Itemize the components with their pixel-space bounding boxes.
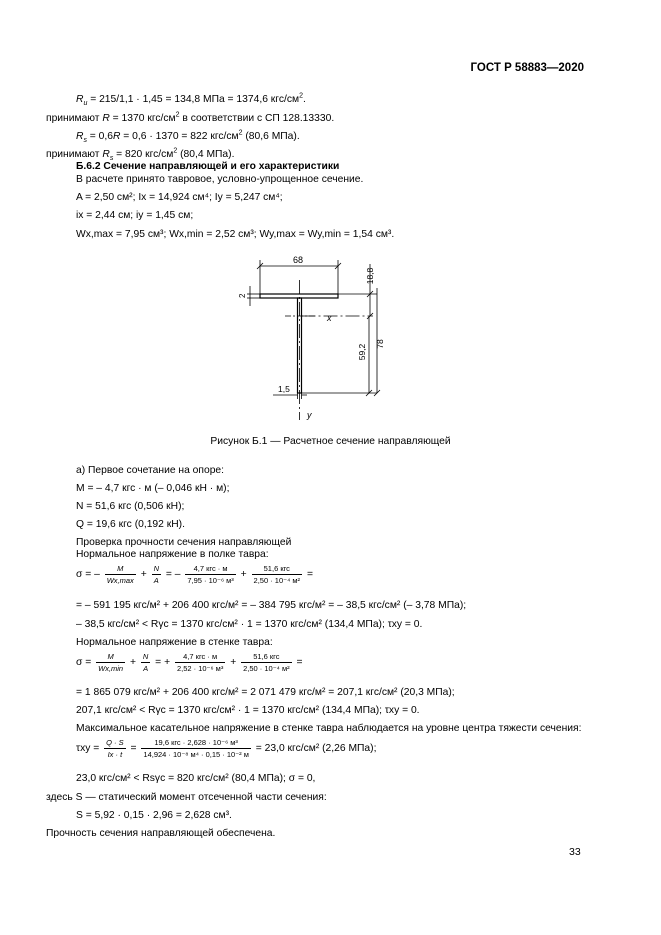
web-stress-compare: 207,1 кгс/см² < Rγc = 1370 кгс/см² · 1 = 1370 кгс/см² (134,4 МПа); τxy = 0. <box>76 705 420 716</box>
geometry-line-2: ix = 2,44 см; iy = 1,45 см; <box>76 210 194 221</box>
axis-x-label: x <box>327 313 332 323</box>
fraction-shear-values: $\frac{\text{19,6 кгс · 2,628 · 10⁻⁶ м³}}{\text{14,924 · 10⁻⁸ м⁴ · 0,15 · 10⁻² м}}$ <box>143 738 249 759</box>
static-moment-def: здесь S — статический момент отсеченной части сечения: <box>46 792 327 803</box>
moment-line: M = – 4,7 кгс · м (– 0,046 кН · м); <box>76 483 230 494</box>
axial-line: N = 51,6 кгс (0,506 кН); <box>76 501 185 512</box>
static-moment-value: S = 5,92 · 0,15 · 2,96 = 2,628 см³. <box>76 810 232 821</box>
fraction-n-a: $\frac{N}{A}$ <box>153 564 159 585</box>
fraction-n-a-2: $\frac{N}{A}$ <box>142 652 149 673</box>
check-heading: Проверка прочности сечения направляющей <box>76 537 292 548</box>
fraction-m-wxmin: $\frac{M}{Wx,\min}$ <box>98 652 124 673</box>
standard-header: ГОСТ Р 58883—2020 <box>470 62 584 74</box>
page-number: 33 <box>569 846 581 858</box>
section-intro: В расчете принято тавровое, условно-упрощенное сечение. <box>76 174 364 185</box>
figure-caption: Рисунок Б.1 — Расчетное сечение направляющей <box>210 436 451 447</box>
geometry-line-3: Wx,max = 7,95 см³; Wx,min = 2,52 см³; Wy,max = Wy,min = 1,54 см³. <box>76 229 395 240</box>
dim-height-label: 78 <box>375 339 385 349</box>
rs-formula-line: $R_s = 0,6R = 0,6 \cdot 1370 = 822$ кгс/$см^2$ (80,6 МПа). <box>76 129 300 145</box>
fraction-values-2: $\frac{\text{51,6 кгс}}{\text{2,50 · 10⁻⁴ м²}}$ <box>253 564 301 585</box>
section-heading: Б.6.2 Сечение направляющей и его характеристики <box>76 161 340 172</box>
dim-flange-label: 2 <box>238 293 247 298</box>
shear-force-line: Q = 19,6 кгс (0,192 кН). <box>76 519 185 530</box>
fraction-values-4: $\frac{\text{51,6 кгс}}{\text{2,50 · 10⁻⁴ м²}}$ <box>243 652 290 673</box>
shear-stress-formula: τxy = $\frac{Q \cdot S}{Ix \cdot t}$ = $\frac{\text{19,6 кгс · 2,628 · 10⁻⁶ м³}}{\text{14,924 · 10⁻⁸ м⁴ · 0,15 · 10⁻² м}}$ = 23,0 кгс/см² (2,26 МПа); <box>76 738 377 759</box>
fraction-values-1: $\frac{\text{4,7 кгс · м}}{\text{7,95 · 10⁻⁶ м³}}$ <box>187 564 234 585</box>
ru-formula-line: $R_u = 215/1,1 \cdot 1,45 = 134,8$ МПа = 1374,6 кгс/$см^2$. <box>76 92 306 108</box>
fraction-m-wxmax: $\frac{M}{Wx,\max}$ <box>106 564 134 585</box>
flange-stress-compare: – 38,5 кгс/см² < Rγc = 1370 кгс/см² · 1 = 1370 кгс/см² (134,4 МПа); τxy = 0. <box>76 619 423 630</box>
accept-r-line: принимают R = 1370 кгс/$см^2$ в соответствии с СП 128.13330. <box>46 111 335 124</box>
conclusion: Прочность сечения направляющей обеспечена. <box>46 828 276 839</box>
geometry-line-1: A = 2,50 см²; Ix = 14,924 см⁴; Iy = 5,247 см⁴; <box>76 192 283 203</box>
tee-section-figure <box>225 252 405 428</box>
shear-compare: 23,0 кгс/см² < Rsγc = 820 кгс/см² (80,4 МПа); σ = 0, <box>76 773 316 784</box>
dim-top-label: 18,8 <box>365 267 375 285</box>
dim-width-label: 68 <box>293 255 304 265</box>
dim-thick-label: 1,5 <box>278 384 290 394</box>
web-stress-heading: Нормальное напряжение в стенке тавра: <box>76 637 273 648</box>
shear-heading: Максимальное касательное напряжение в стенке тавра наблюдается на уровне центра тяжести сечения: <box>76 723 582 734</box>
web-stress-result: = 1 865 079 кгс/м² + 206 400 кгс/м² = 2 071 479 кгс/м² = 207,1 кгс/см² (20,3 МПа); <box>76 687 455 698</box>
flange-stress-result: = – 591 195 кгс/м² + 206 400 кгс/м² = – 384 795 кгс/м² = – 38,5 кгс/см² (– 3,78 МПа); <box>76 600 467 611</box>
combo-heading: а) Первое сочетание на опоре: <box>76 465 225 476</box>
flange-outline <box>260 294 338 298</box>
flange-stress-heading: Нормальное напряжение в полке тавра: <box>76 549 269 560</box>
fraction-qs-it: $\frac{Q \cdot S}{Ix \cdot t}$ <box>106 738 124 759</box>
axis-y-label: y <box>307 410 312 420</box>
flange-stress-formula: σ = – $\frac{M}{Wx,\max}$ + $\frac{N}{A}$ = – $\frac{\text{4,7 кгс · м}}{\text{7,95 · 10⁻⁶ м³}}$ + $\frac{\text{51,6 кгс}}{\text{2,50 · 10⁻⁴ м²}}$ = <box>76 564 313 585</box>
web-stress-formula: σ = $\frac{M}{Wx,\min}$ + $\frac{N}{A}$ = + $\frac{\text{4,7 кгс · м}}{\text{2,52 · 10⁻⁶ м³}}$ + $\frac{\text{51,6 кгс}}{\text{2,50 · 10⁻⁴ м²}}$ = <box>76 652 303 673</box>
fraction-values-3: $\frac{\text{4,7 кгс · м}}{\text{2,52 · 10⁻⁶ м³}}$ <box>176 652 224 673</box>
dim-web-label: 59,2 <box>357 343 367 361</box>
accept-rs-line: принимают $R_s = 820$ кгс/$см^2$ (80,4 МПа). <box>46 147 235 163</box>
